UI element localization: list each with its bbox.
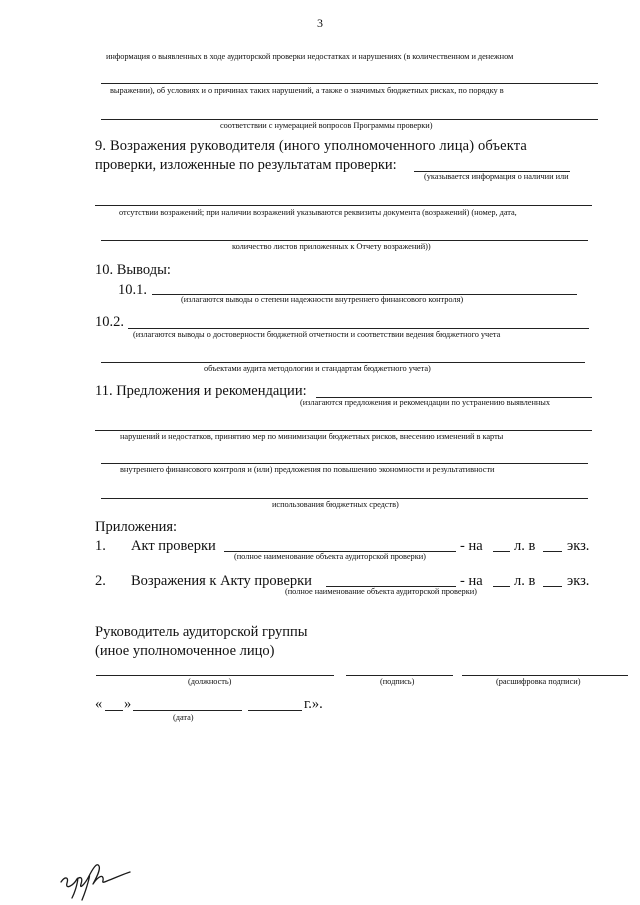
position-line — [96, 675, 334, 676]
signer-title-2: (иное уполномоченное лицо) — [95, 643, 275, 659]
attachment-1-hint: (полное наименование объекта аудиторской проверки) — [234, 552, 426, 561]
section-9-line-1: 9. Возражения руководителя (иного уполномоченного лица) объекта — [95, 138, 528, 154]
section-11-hint-3: внутреннего финансового контроля и (или) предложения по повышению экономности и результативности — [120, 465, 495, 474]
attachment-1-sheets: л. в — [514, 538, 536, 554]
fill-line — [95, 205, 592, 206]
date-hint: (дата) — [173, 713, 194, 722]
section-11-hint-4: использования бюджетных средств) — [272, 500, 399, 509]
decode-line — [462, 675, 628, 676]
section-11-title: 11. Предложения и рекомендации: — [95, 383, 307, 399]
fill-line — [128, 328, 589, 329]
sign-hint: (подпись) — [380, 677, 415, 686]
section-11-hint-1: (излагаются предложения и рекомендации по устранению выявленных — [300, 398, 551, 407]
attachment-1-copies: экз. — [567, 538, 590, 554]
attachment-1-number: 1. — [95, 538, 106, 554]
section-10-title: 10. Выводы: — [95, 262, 171, 278]
fill-line — [543, 551, 562, 552]
section-10-2-label: 10.2. — [95, 314, 124, 330]
section-11-hint-2: нарушений и недостатков, принятию мер по минимизации бюджетных рисков, внесению изменений в карты — [120, 432, 504, 441]
section-10-1-label: 10.1. — [118, 282, 147, 298]
attachment-2-number: 2. — [95, 573, 106, 589]
handwritten-signature-icon — [55, 848, 135, 903]
intro-line-2: выражении), об условиях и о причинах таких нарушений, а также о значимых бюджетных рисках, по порядку в — [110, 86, 504, 95]
decode-hint: (расшифровка подписи) — [496, 677, 581, 686]
date-open-quote: « — [95, 696, 103, 712]
section-9-line-2: проверки, изложенные по результатам проверки: — [95, 157, 397, 173]
fill-line — [101, 240, 588, 241]
attachment-2-copies: экз. — [567, 573, 590, 589]
section-10-2-hint-2: объектами аудита методологии и стандартам бюджетного учета) — [204, 364, 431, 373]
date-close-quote: » — [124, 696, 132, 712]
day-line — [105, 710, 123, 711]
attachment-2-sheets: л. в — [514, 573, 536, 589]
fill-line — [101, 119, 598, 120]
attachment-2-on: - на — [460, 573, 483, 589]
attachments-title: Приложения: — [95, 519, 178, 535]
fill-line — [101, 83, 598, 84]
year-line — [248, 710, 302, 711]
section-9-hint-1: (указывается информация о наличии или — [424, 172, 569, 181]
attachment-1-on: - на — [460, 538, 483, 554]
fill-line — [493, 586, 510, 587]
position-hint: (должность) — [188, 677, 232, 686]
section-10-1-hint: (излагаются выводы о степени надежности внутреннего финансового контроля) — [181, 295, 464, 304]
sign-line — [346, 675, 453, 676]
month-line — [133, 710, 242, 711]
fill-line — [493, 551, 510, 552]
year-suffix: г.». — [304, 696, 323, 712]
fill-line — [101, 463, 588, 464]
intro-line-1: информация о выявленных в ходе аудиторской проверки недостатках и нарушениях (в количественном и денежном — [106, 52, 514, 61]
signer-title-1: Руководитель аудиторской группы — [95, 624, 308, 640]
fill-line — [101, 362, 585, 363]
fill-line — [95, 430, 592, 431]
page-number: 3 — [317, 16, 323, 30]
attachment-2-hint: (полное наименование объекта аудиторской проверки) — [285, 587, 477, 596]
intro-line-3: соответствии с нумерацией вопросов Программы проверки) — [220, 121, 433, 130]
attachment-1-name: Акт проверки — [131, 538, 216, 554]
section-10-2-hint-1: (излагаются выводы о достоверности бюджетной отчетности и соответствии ведения бюджетного учета — [133, 330, 501, 339]
section-9-hint-3: количество листов приложенных к Отчету возражений)) — [232, 242, 431, 251]
attachment-2-name: Возражения к Акту проверки — [131, 573, 312, 589]
section-9-hint-2: отсутствии возражений; при наличии возражений указываются реквизиты документа (возражений) (номер, дата, — [119, 208, 517, 217]
fill-line — [543, 586, 562, 587]
fill-line — [101, 498, 588, 499]
